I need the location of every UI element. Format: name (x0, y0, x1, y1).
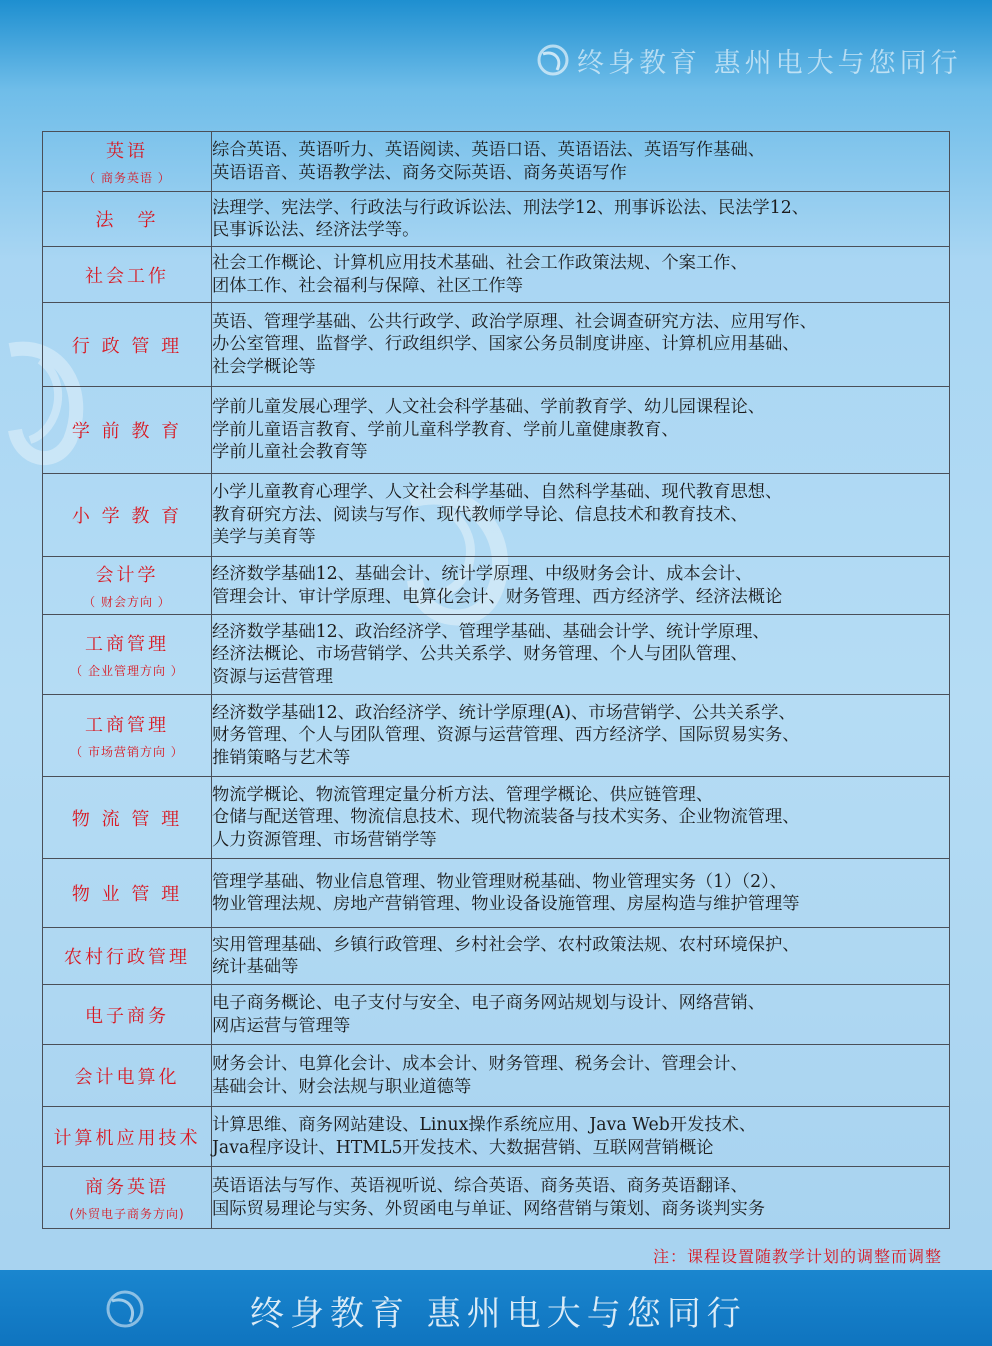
course-list-cell (212, 1045, 950, 1107)
major-name: 会计学 (95, 565, 159, 586)
course-list-line: 推销策略与艺术等 (212, 747, 351, 768)
course-list-cell (212, 557, 950, 615)
course-list-line: 管理会计、审计学原理、电算化会计、财务管理、西方经济学、经济法概论 (212, 586, 783, 607)
major-cell (43, 132, 212, 192)
major-name: 农村行政管理 (64, 947, 190, 968)
course-row (43, 615, 950, 695)
course-list-line: 美学与美育等 (212, 527, 316, 548)
course-row (43, 1107, 950, 1167)
course-row (43, 132, 950, 192)
course-list-line: 学前儿童社会教育等 (212, 442, 368, 463)
course-list-line: 人力资源管理、市场营销学等 (212, 829, 437, 850)
course-list-line: 学前儿童语言教育、学前儿童科学教育、学前儿童健康教育、 (212, 419, 679, 440)
major-cell (43, 474, 212, 557)
course-row (43, 387, 950, 474)
course-list-line: 英语语法与写作、英语视听说、综合英语、商务英语、商务英语翻译、 (212, 1176, 748, 1196)
course-list-line: 资源与运营管理 (212, 666, 333, 687)
course-list-cell (212, 1167, 950, 1229)
footer-banner (0, 1270, 992, 1346)
course-list-cell (212, 777, 950, 859)
footer-slogan: 终身教育 惠州电大与您同行 (250, 1294, 747, 1334)
course-list-cell (212, 1107, 950, 1167)
course-list-cell (212, 303, 950, 387)
course-list-line: 电子商务概论、电子支付与安全、电子商务网站规划与设计、网络营销、 (212, 993, 766, 1013)
major-cell (43, 928, 212, 985)
major-name: 行 政 管 理 (71, 335, 183, 357)
course-list-line: 综合英语、英语听力、英语阅读、英语口语、英语语法、英语写作基础、 (212, 140, 766, 160)
school-logo-icon (535, 42, 571, 78)
course-list-line: 办公室管理、监督学、行政组织学、国家公务员制度讲座、计算机应用基础、 (212, 334, 800, 355)
major-cell (43, 777, 212, 859)
course-list-line: 财务会计、电算化会计、成本会计、财务管理、税务会计、管理会计、 (212, 1054, 748, 1074)
major-cell (43, 859, 212, 928)
course-list-line: 计算思维、商务网站建设、Linux操作系统应用、Java Web开发技术、 (212, 1115, 757, 1135)
course-row (43, 474, 950, 557)
course-list-line: 教育研究方法、阅读与写作、现代教师学导论、信息技术和教育技术、 (212, 504, 748, 525)
major-cell (43, 247, 212, 303)
course-list-line: 实用管理基础、乡镇行政管理、乡村社会学、农村政策法规、农村环境保护、 (212, 934, 800, 955)
course-row (43, 247, 950, 303)
course-row (43, 859, 950, 928)
course-list-line: 国际贸易理论与实务、外贸函电与单证、网络营销与策划、商务谈判实务 (212, 1198, 766, 1219)
course-list-cell (212, 615, 950, 695)
course-row (43, 1045, 950, 1107)
course-list-line: 社会工作概论、计算机应用技术基础、社会工作政策法规、个案工作、 (212, 253, 748, 273)
major-cell (43, 615, 212, 695)
major-direction: （ 企业管理方向 ） (70, 664, 184, 678)
major-direction: （ 财会方向 ） (83, 595, 171, 609)
major-name: 计算机应用技术 (53, 1127, 201, 1149)
course-list-line: 英语语音、英语教学法、商务交际英语、商务英语写作 (212, 162, 627, 183)
major-name: 社会工作 (85, 265, 169, 287)
course-list-line: 法理学、宪法学、行政法与行政诉讼法、刑法学12、刑事诉讼法、民法学12、 (212, 197, 809, 218)
major-name: 商务英语 (85, 1177, 169, 1198)
course-row (43, 557, 950, 615)
course-list-line: 仓储与配送管理、物流信息技术、现代物流装备与技术实务、企业物流管理、 (212, 807, 800, 828)
course-row (43, 303, 950, 387)
course-list-cell (212, 387, 950, 474)
major-name: 电子商务 (85, 1005, 169, 1027)
course-list-line: 民事诉讼法、经济法学等。 (212, 220, 420, 240)
major-name: 法 学 (95, 210, 159, 231)
course-list-line: 经济数学基础12、政治经济学、管理学基础、基础会计学、统计学原理、 (212, 621, 770, 642)
course-list-cell (212, 859, 950, 928)
major-cell (43, 985, 212, 1045)
major-direction: (外贸电子商务方向) (69, 1207, 185, 1221)
major-cell (43, 387, 212, 474)
course-list-cell (212, 192, 950, 247)
major-name: 工商管理 (85, 715, 169, 736)
major-name: 物 流 管 理 (71, 808, 183, 830)
major-direction: （ 市场营销方向 ） (70, 745, 184, 759)
course-row (43, 1167, 950, 1229)
header-slogan (535, 42, 965, 78)
course-list-line: 小学儿童教育心理学、人文社会科学基础、自然科学基础、现代教育思想、 (212, 482, 783, 503)
course-table (42, 131, 950, 1229)
course-list-line: 财务管理、个人与团队管理、资源与运营管理、西方经济学、国际贸易实务、 (212, 725, 800, 746)
course-row (43, 695, 950, 777)
course-row (43, 777, 950, 859)
course-list-cell (212, 928, 950, 985)
course-list-cell (212, 985, 950, 1045)
course-list-line: 基础会计、财会法规与职业道德等 (212, 1076, 472, 1097)
course-row (43, 985, 950, 1045)
course-row (43, 928, 950, 985)
major-cell (43, 1045, 212, 1107)
major-cell (43, 557, 212, 615)
course-list-line: 经济法概论、市场营销学、公共关系学、财务管理、个人与团队管理、 (212, 644, 748, 665)
course-list-line: 管理学基础、物业信息管理、物业管理财税基础、物业管理实务（1）（2）、 (212, 871, 787, 892)
major-name: 会计电算化 (74, 1066, 180, 1088)
course-row (43, 192, 950, 247)
course-list-line: 经济数学基础12、基础会计、统计学原理、中级财务会计、成本会计、 (212, 564, 753, 584)
major-cell (43, 1167, 212, 1229)
major-name: 学 前 教 育 (71, 421, 183, 442)
course-list-line: Java程序设计、HTML5开发技术、大数据营销、互联网营销概论 (212, 1137, 714, 1158)
course-list-line: 团体工作、社会福利与保障、社区工作等 (212, 275, 524, 296)
footer-logo-icon (102, 1286, 148, 1332)
course-list-line: 经济数学基础12、政治经济学、统计学原理(A)、市场营销学、公共关系学、 (212, 702, 796, 723)
course-list-cell (212, 474, 950, 557)
course-list-line: 学前儿童发展心理学、人文社会科学基础、学前教育学、幼儿园课程论、 (212, 397, 766, 418)
major-name: 工商管理 (85, 634, 169, 655)
course-list-line: 物流学概论、物流管理定量分析方法、管理学概论、供应链管理、 (212, 784, 714, 805)
major-name: 英语 (106, 141, 148, 162)
course-list-line: 统计基础等 (212, 957, 299, 977)
course-list-cell (212, 695, 950, 777)
major-cell (43, 303, 212, 387)
header-slogan-text: 终身教育 惠州电大与您同行 (577, 47, 962, 79)
major-cell (43, 695, 212, 777)
course-note: 注：课程设置随教学计划的调整而调整 (652, 1247, 942, 1266)
course-list-line: 社会学概论等 (212, 356, 316, 377)
major-cell (43, 192, 212, 247)
major-direction: （ 商务英语 ） (83, 171, 171, 185)
course-list-cell (212, 132, 950, 192)
course-list-line: 物业管理法规、房地产营销管理、物业设备设施管理、房屋构造与维护管理等 (212, 894, 800, 914)
course-list-line: 英语、管理学基础、公共行政学、政治学原理、社会调查研究方法、应用写作、 (212, 311, 817, 332)
major-name: 小 学 教 育 (71, 506, 183, 527)
major-cell (43, 1107, 212, 1167)
major-name: 物 业 管 理 (71, 884, 183, 905)
course-list-cell (212, 247, 950, 303)
course-list-line: 网店运营与管理等 (212, 1015, 351, 1036)
